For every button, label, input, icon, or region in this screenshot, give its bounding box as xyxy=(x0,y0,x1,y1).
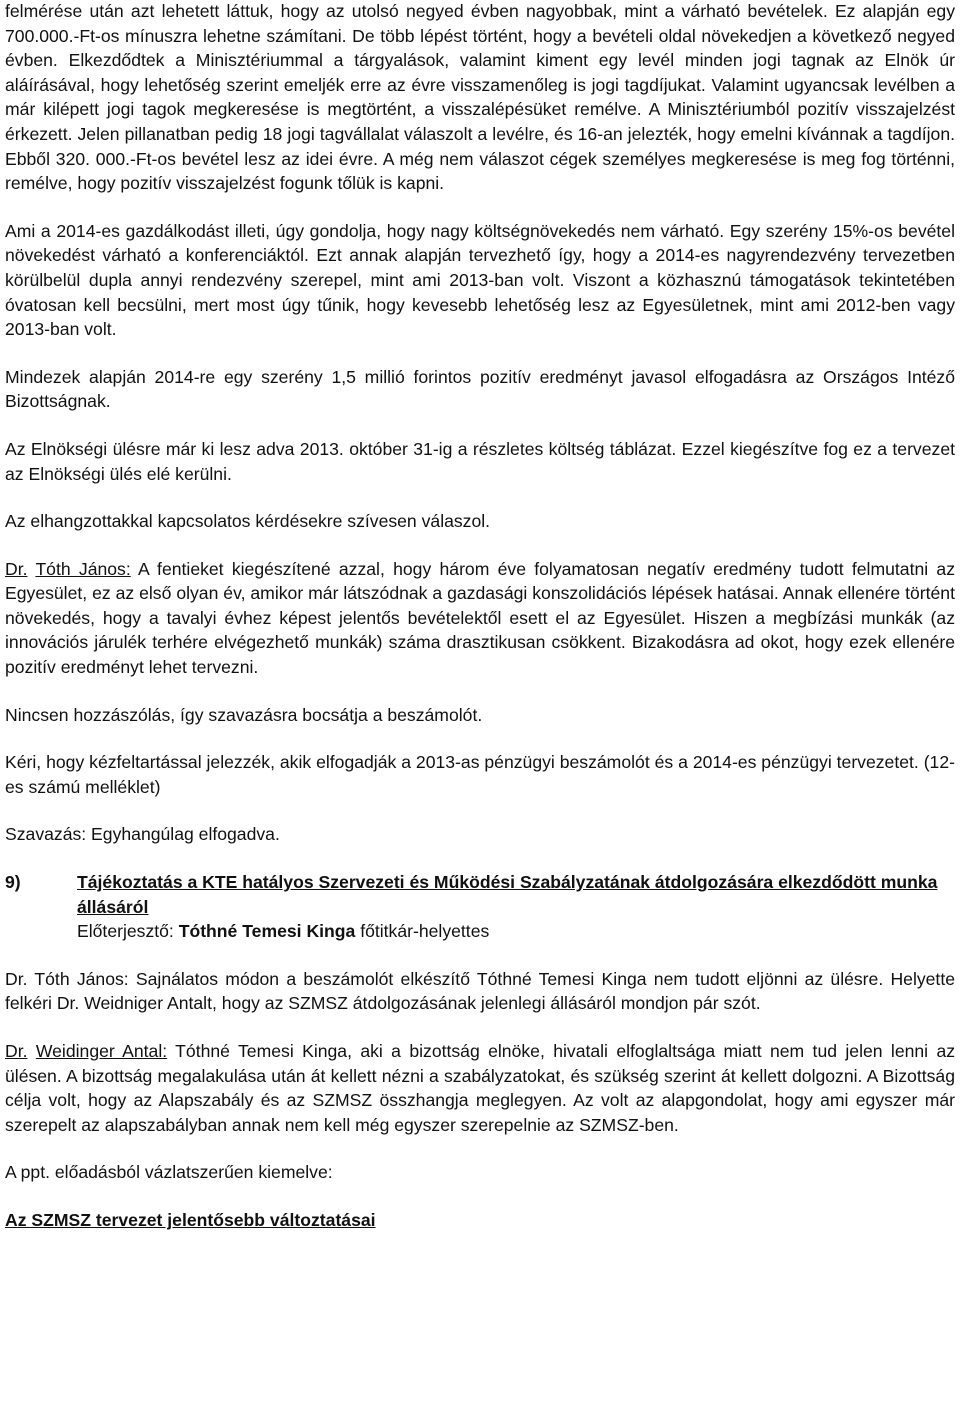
paragraph-no-comments: Nincsen hozzászólás, így szavazásra bocsátja a beszámolót. xyxy=(5,704,483,725)
presenter-label: Előterjesztő: xyxy=(77,921,179,942)
paragraph-cost-table: Az Elnökségi ülésre már ki lesz adva 2013. október 31-ig a részletes költség táblázat. Ezzel kiegészítve fog ez a tervezet az Elnökségi ülés elé kerülni. xyxy=(5,438,955,484)
paragraph-weidinger xyxy=(5,1039,955,1137)
paragraph-toth-comment xyxy=(5,557,955,680)
agenda-item-title: Tájékoztatás a KTE hatályos Szervezeti és Működési Szabályzatának átdolgozására elkezdődött munka állásáról xyxy=(77,872,938,917)
paragraph-vote-request: Kéri, hogy kézfeltartással jelezzék, akik elfogadják a 2013-as pénzügyi beszámolót és a 2014-es pénzügyi tervezetet. (12-es számú melléklet) xyxy=(5,752,955,797)
speaker-title: Dr. xyxy=(5,1041,28,1061)
presenter-name: Tóthné Temesi Kinga xyxy=(178,921,356,942)
speaker-text: A fentieket kiegészítené azzal, hogy három éve folyamatosan negatív eredmény tudott felmutatni az Egyesület, ez az első olyan év, amikor már látszódnak a gazdasági konszolidációs lépések hatásai. Annak ellenére történt növekedés, hogy a tavalyi évhez képest jelentős bevételektől esett el az Egyesület. Hiszen a megbízási munkák (az innovációs járulék terhére elvégezhető munkák) száma drasztikusan csökkent. Bizakodásra ad okot, hogy ezek ellenére pozitív eredményt lehet tervezni. xyxy=(5,558,956,678)
speaker-name: Weidinger Antal: xyxy=(35,1041,168,1061)
paragraph-ppt-intro: A ppt. előadásból vázlatszerűen kiemelve: xyxy=(5,1162,333,1183)
presenter-role: főtitkár-helyettes xyxy=(355,921,490,942)
section-heading-szmsz: Az SZMSZ tervezet jelentősebb változtatásai xyxy=(5,1209,376,1230)
paragraph-proposal: Mindezek alapján 2014-re egy szerény 1,5 millió forintos pozitív eredményt javasol elfogadásra az Országos Intéző Bizottságnak. xyxy=(5,366,955,412)
paragraph-questions: Az elhangzottakkal kapcsolatos kérdésekre szívesen válaszol. xyxy=(5,511,491,532)
paragraph-vote-result: Szavazás: Egyhangúlag elfogadva. xyxy=(5,824,280,845)
speaker-title: Dr. xyxy=(5,558,28,579)
agenda-item-number: 9) xyxy=(5,872,21,893)
speaker-name: Tóth János: xyxy=(35,558,131,579)
paragraph-2014-budget: Ami a 2014-es gazdálkodást illeti, úgy gondolja, hogy nagy költségnövekedés nem várható. Egy szerény 15%-os bevétel növekedést várható a konferenciáktól. Ezt annak alapján tervezhető így, hogy a 2014-es nagyrendezvény tervezetben körülbelül dupla annyi rendezvény szerepel, mint ami 2013-ban volt. Viszont a közhasznú támogatások tekintetében óvatosan kell becsülni, mert most úgy tűnik, hogy kevesebb lehetőség lesz az Egyesületnek, mint ami 2012-ben vagy 2013-ban volt. xyxy=(5,220,955,340)
paragraph-finances-q4: felmérése után azt lehetett láttuk, hogy az utolsó negyed évben nagyobbak, mint a várható bevételek. Ez alapján egy 700.000.-Ft-os mínuszra lehetne számítani. De több lépést történt, hogy a bevételi oldal növekedjen a következő negyed évben. Elkezdődtek a Minisztériummal a tárgyalások, valamint kiment egy levél minden jogi tagnak az Elnök úr aláírásával, hogy lehetőség szerint emeljék erre az évre visszamenőleg is jogi tagdíjukat. Valamint ugyancsak levélben a már kilépett jogi tagok megkeresése is megtörtént, a visszalépésüket remélve. A Minisztériumból pozitív visszajelzést érkezett. Jelen pillanatban pedig 18 jogi tagvállalat válaszolt a levélre, és 16-an jelezték, hogy emelni kívánnak a tagdíjon. Ebből 320. 000.-Ft-os bevétel lesz az idei évre. A még nem válaszot cégek személyes megkeresése is meg fog történni, remélve, hogy pozitív visszajelzést fogunk tőlük is kapni. xyxy=(5,1,955,194)
agenda-item-presenter xyxy=(77,919,955,944)
speaker-text: Tóthné Temesi Kinga, aki a bizottság elnöke, hivatali elfoglaltsága miatt nem tud jelen lenni az ülésen. A bizottság megalakulása után át kellett nézni a szabályzatokat, és szükség szerint át kellett dolgozni. A Bizottság célja volt, hogy az Alapszabály és az SZMSZ összhangja meglegyen. Az volt az alapgondolat, hogy ami egyszer már szerepelt az alapszabályban annak nem kell még egyszer szerepelnie az SZMSZ-ben. xyxy=(5,1041,956,1135)
paragraph-toth-intro: Dr. Tóth János: Sajnálatos módon a beszámolót elkészítő Tóthné Temesi Kinga nem tudott eljönni az ülésre. Helyette felkéri Dr. Weidniger Antalt, hogy az SZMSZ átdolgozásának jelenlegi állásáról mondjon pár szót. xyxy=(5,968,955,1014)
agenda-item-9 xyxy=(5,870,955,944)
